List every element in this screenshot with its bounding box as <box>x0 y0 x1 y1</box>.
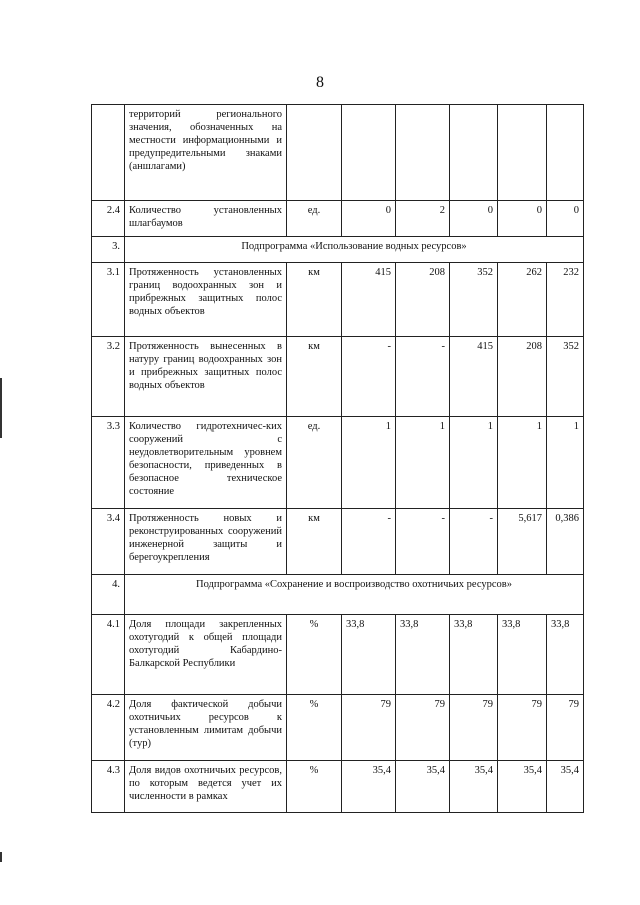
value-cell: 79 <box>498 695 547 761</box>
value-cell: 262 <box>498 263 547 337</box>
value-cell: 415 <box>450 337 498 417</box>
unit-cell: % <box>287 615 342 695</box>
row-number: 3.4 <box>92 509 125 575</box>
value-cell: - <box>342 509 396 575</box>
value-cell: 79 <box>547 695 584 761</box>
indicator-name: территорий регионального значения, обозначенных на местности информационными и предупредительными знаками (аншлагами) <box>125 105 287 201</box>
value-cell <box>547 105 584 201</box>
value-cell: 0 <box>547 201 584 237</box>
row-number: 3.3 <box>92 417 125 509</box>
row-number: 4.3 <box>92 761 125 813</box>
indicator-name: Количество гидротехничес-ких сооружений с неудовлетворительным уровнем безопасности, приведенных в безопасное техническое состояние <box>125 417 287 509</box>
unit-cell: ед. <box>287 417 342 509</box>
value-cell: 35,4 <box>547 761 584 813</box>
value-cell: 0 <box>342 201 396 237</box>
value-cell: 0 <box>498 201 547 237</box>
unit-cell: % <box>287 695 342 761</box>
scan-edge-mark <box>0 852 2 862</box>
row-number <box>92 105 125 201</box>
value-cell: - <box>450 509 498 575</box>
value-cell: 0 <box>450 201 498 237</box>
value-cell <box>498 105 547 201</box>
section-row <box>92 575 584 615</box>
value-cell: 2 <box>396 201 450 237</box>
unit-cell <box>287 105 342 201</box>
table-row <box>92 201 584 237</box>
section-number: 4. <box>92 575 125 615</box>
value-cell: 5,617 <box>498 509 547 575</box>
value-cell: 208 <box>396 263 450 337</box>
value-cell: 208 <box>498 337 547 417</box>
indicator-name: Доля площади закрепленных охотугодий к общей площади охотугодий Кабардино-Балкарской Республики <box>125 615 287 695</box>
value-cell: 33,8 <box>342 615 396 695</box>
value-cell: - <box>396 337 450 417</box>
table-row <box>92 105 584 201</box>
indicator-name: Протяженность вынесенных в натуру границ водоохранных зон и прибрежных защитных полос водных объектов <box>125 337 287 417</box>
indicator-name: Протяженность установленных границ водоохранных зон и прибрежных защитных полос водных объектов <box>125 263 287 337</box>
value-cell: 33,8 <box>450 615 498 695</box>
value-cell: 1 <box>547 417 584 509</box>
value-cell: 352 <box>450 263 498 337</box>
row-number: 4.2 <box>92 695 125 761</box>
unit-cell: % <box>287 761 342 813</box>
section-row <box>92 237 584 263</box>
indicators-table <box>91 104 584 813</box>
value-cell: 35,4 <box>498 761 547 813</box>
value-cell: 1 <box>450 417 498 509</box>
table-row <box>92 695 584 761</box>
indicator-name: Количество установленных шлагбаумов <box>125 201 287 237</box>
unit-cell: ед. <box>287 201 342 237</box>
value-cell: 1 <box>396 417 450 509</box>
section-title: Подпрограмма «Сохранение и воспроизводство охотничьих ресурсов» <box>125 575 584 615</box>
value-cell <box>396 105 450 201</box>
page-number: 8 <box>316 74 324 91</box>
value-cell <box>342 105 396 201</box>
value-cell: 35,4 <box>342 761 396 813</box>
unit-cell: км <box>287 337 342 417</box>
value-cell: 35,4 <box>450 761 498 813</box>
value-cell: 232 <box>547 263 584 337</box>
value-cell: 33,8 <box>547 615 584 695</box>
value-cell: 1 <box>498 417 547 509</box>
table-row <box>92 417 584 509</box>
value-cell: 79 <box>342 695 396 761</box>
value-cell: 33,8 <box>396 615 450 695</box>
value-cell: 415 <box>342 263 396 337</box>
value-cell: 79 <box>450 695 498 761</box>
row-number: 3.1 <box>92 263 125 337</box>
row-number: 2.4 <box>92 201 125 237</box>
indicator-name: Доля видов охотничьих ресурсов, по которым ведется учет их численности в рамках <box>125 761 287 813</box>
value-cell: 1 <box>342 417 396 509</box>
value-cell: 33,8 <box>498 615 547 695</box>
indicator-name: Доля фактической добычи охотничьих ресурсов к установленным лимитам добычи (тур) <box>125 695 287 761</box>
section-number: 3. <box>92 237 125 263</box>
value-cell: - <box>396 509 450 575</box>
section-title: Подпрограмма «Использование водных ресурсов» <box>125 237 584 263</box>
table-row <box>92 337 584 417</box>
table-row <box>92 509 584 575</box>
value-cell: 352 <box>547 337 584 417</box>
value-cell <box>450 105 498 201</box>
value-cell: 0,386 <box>547 509 584 575</box>
unit-cell: км <box>287 509 342 575</box>
value-cell: 35,4 <box>396 761 450 813</box>
table-row <box>92 615 584 695</box>
indicator-name: Протяженность новых и реконструированных сооружений инженерной защиты и берегоукрепления <box>125 509 287 575</box>
unit-cell: км <box>287 263 342 337</box>
table-row <box>92 761 584 813</box>
row-number: 3.2 <box>92 337 125 417</box>
table-row <box>92 263 584 337</box>
value-cell: - <box>342 337 396 417</box>
value-cell: 79 <box>396 695 450 761</box>
row-number: 4.1 <box>92 615 125 695</box>
scan-edge-mark <box>0 378 2 438</box>
